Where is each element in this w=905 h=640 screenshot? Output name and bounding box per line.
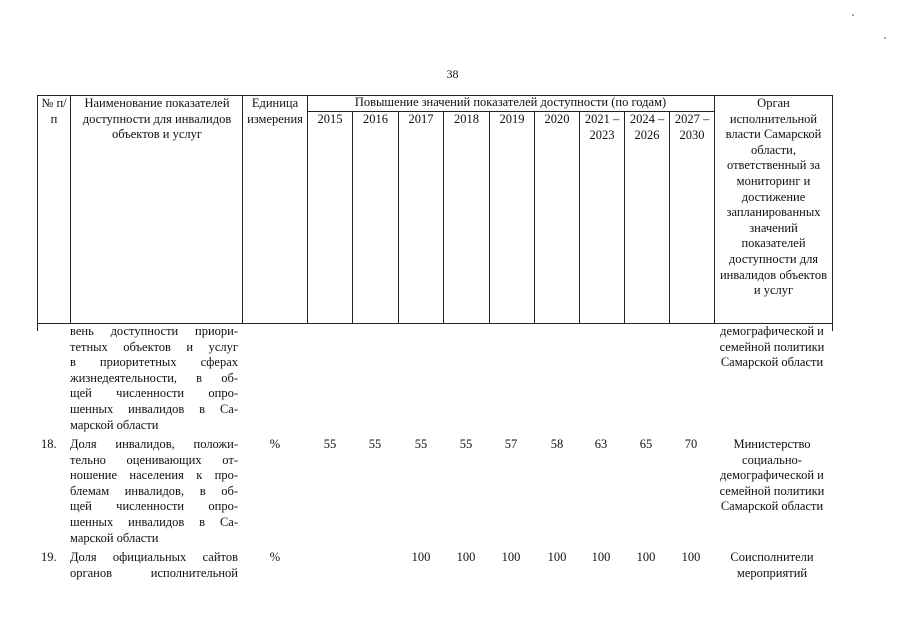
name-line: тетных объектов и услуг bbox=[70, 339, 238, 354]
header-unit: Единица измерения bbox=[247, 96, 303, 126]
row-19-authority: Соисполнители мероприятий bbox=[730, 550, 814, 580]
header-increase: Повышение значений показателей доступности (по годам) bbox=[354, 95, 667, 109]
name-line: вень доступности приори- bbox=[70, 324, 238, 338]
header-year: 2016 bbox=[363, 112, 388, 126]
row-19-value: 100 bbox=[501, 550, 521, 564]
header-no: № п/п bbox=[41, 96, 67, 126]
row-19-value: 100 bbox=[681, 550, 701, 564]
header-year: 2024 – 2026 bbox=[629, 112, 665, 142]
name-line: в приоритетных сферах bbox=[70, 355, 238, 370]
row-19-no: 19. bbox=[41, 550, 57, 564]
row-18-value: 55 bbox=[323, 437, 337, 451]
name-line: Доля официальных сайтов bbox=[70, 550, 238, 564]
name-line: ношение населения к про- bbox=[70, 468, 238, 483]
row-19-value: 100 bbox=[547, 550, 567, 564]
column-stub bbox=[832, 323, 833, 331]
header-authority: Орган исполнительной власти Самарской области, ответственный за мониторинг и достижение запланированных значений показателей доступности для инвалидов объектов и услуг bbox=[719, 96, 827, 298]
row-18-name bbox=[70, 437, 238, 546]
name-line: шенных инвалидов в Са- bbox=[70, 401, 238, 416]
header-year: 2017 bbox=[408, 112, 434, 126]
row-19-unit: % bbox=[269, 550, 281, 564]
row-19-value: 100 bbox=[456, 550, 476, 564]
row-18-value: 58 bbox=[550, 437, 564, 451]
row-1-authority: демографической и семейной политики Самарской области bbox=[719, 324, 825, 370]
name-line: марской области bbox=[70, 417, 159, 432]
header-year: 2018 bbox=[454, 112, 479, 126]
name-line: щей численности опро- bbox=[70, 499, 238, 514]
scan-speck bbox=[852, 14, 854, 16]
row-18-value: 55 bbox=[414, 437, 428, 451]
name-line: щей численности опро- bbox=[70, 386, 238, 401]
page-number: 38 bbox=[446, 67, 459, 81]
row-18-value: 70 bbox=[684, 437, 698, 451]
row-19-value: 100 bbox=[411, 550, 431, 564]
name-line: шенных инвалидов в Са- bbox=[70, 514, 238, 529]
name-line: блемам инвалидов, в об- bbox=[70, 483, 238, 498]
row-18-value: 65 bbox=[639, 437, 653, 451]
row-18-value: 63 bbox=[594, 437, 608, 451]
row-18-value: 57 bbox=[504, 437, 518, 451]
header-year: 2020 bbox=[544, 112, 570, 126]
header-year: 2019 bbox=[499, 112, 525, 126]
row-18-authority: Министерство социально-демографической и семейной политики Самарской области bbox=[719, 437, 825, 514]
name-line: жизнедеятельности, в об- bbox=[70, 370, 238, 385]
row-18-no: 18. bbox=[41, 437, 57, 451]
row-19-name bbox=[70, 550, 238, 581]
header-year: 2015 bbox=[317, 112, 343, 126]
header-name: Наименование показателей доступности для инвалидов объектов и услуг bbox=[82, 96, 232, 142]
name-line: Доля инвалидов, положи- bbox=[70, 437, 238, 451]
row-19-value: 100 bbox=[591, 550, 611, 564]
header-year: 2027 – 2030 bbox=[674, 112, 710, 142]
name-line: марской области bbox=[70, 530, 159, 545]
row-19-value: 100 bbox=[636, 550, 656, 564]
column-stub bbox=[37, 323, 38, 331]
row-18-value: 55 bbox=[459, 437, 473, 451]
row-18-unit: % bbox=[269, 437, 281, 451]
row-18-value: 55 bbox=[368, 437, 382, 451]
row-1-name bbox=[70, 324, 238, 433]
header-year: 2021 – 2023 bbox=[584, 112, 620, 142]
name-line: органов исполнительной bbox=[70, 565, 238, 580]
name-line: тельно оценивающих от- bbox=[70, 452, 238, 467]
table-header bbox=[37, 95, 832, 324]
scan-speck bbox=[884, 37, 886, 39]
